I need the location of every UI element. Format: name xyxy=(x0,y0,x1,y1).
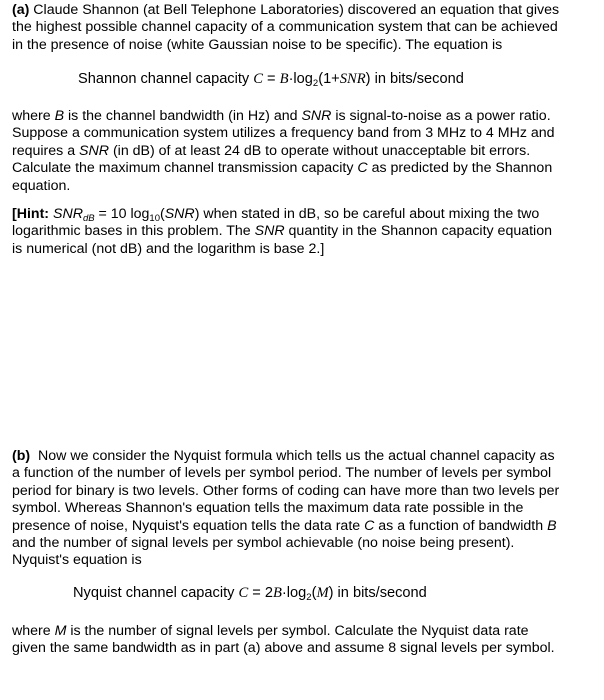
part-a-body xyxy=(12,108,602,195)
hint-line-3: is numerical (not dB) and the logarithm is base 2.] xyxy=(12,240,325,257)
nyquist-equation: Nyquist channel capacity $C = 2B\cdot\log_2(M)$ in bits/second xyxy=(73,585,427,603)
nyquist-equation-unit: in bits/second xyxy=(333,585,427,601)
part-a-intro-line-3: in the presence of noise (white Gaussian noise to be specific). The equation is xyxy=(12,36,503,53)
hint-label: [Hint: xyxy=(12,206,53,222)
part-a-intro-line-2: the highest possible channel capacity of a communication system that can be achieved xyxy=(12,19,558,36)
part-b-line-5: presence of noise, Nyquist's equation tells the data rate C as a function of bandwidth B xyxy=(12,517,557,534)
part-a-body-line-4: equation. xyxy=(12,177,71,194)
shannon-var-b: B xyxy=(279,71,289,87)
part-b-where xyxy=(12,623,602,658)
part-b-where-line-1: where M is the number of signal levels per symbol. Calculate the Nyquist data rate xyxy=(12,623,529,639)
part-a-label: (a) xyxy=(12,2,30,18)
part-b-line-3: period for binary is two levels. Other forms of coding can have more than two levels per xyxy=(12,482,560,499)
part-a-body-line-1: Suppose a communication system utilizes a frequency band from 3 MHz to 4 MHz and xyxy=(12,125,555,142)
shannon-equation: Shannon channel capacity $C = B\cdot\log_2(1+SNR)$ in bits/second xyxy=(78,71,464,89)
nyquist-var-b: B xyxy=(273,585,282,601)
hint-line-1: [Hint: $SNR_{dB} = 10$ $\log_{10}(SNR)$ when stated in dB, so be careful about mixing the two xyxy=(12,206,540,224)
part-a-body-line-3: Calculate the maximum channel transmission capacity C as predicted by the Shannon xyxy=(12,160,553,177)
part-b-label: (b) xyxy=(12,448,31,464)
part-a-body-line-2: requires a SNR (in dB) of at least 24 dB to operate without unacceptable bit errors. xyxy=(12,142,531,159)
part-b-line-6: and the number of signal levels per symbol achievable (no noise being present). xyxy=(12,535,515,552)
shannon-log-base: 2 xyxy=(312,78,319,89)
part-a-where-line: where B is the channel bandwidth (in Hz) and SNR is signal-to-noise as a power ratio. xyxy=(12,108,551,124)
shannon-equation-unit: in bits/second xyxy=(370,71,464,87)
hint-block xyxy=(12,206,602,258)
part-b-line-1: (b) Now we consider the Nyquist formula which tells us the actual channel capacity as xyxy=(12,448,555,464)
nyquist-var-c: C xyxy=(238,585,249,601)
part-b-where-line-2: given the same bandwidth as in part (a) above and assume 8 signal levels per symbol. xyxy=(12,640,555,657)
part-b-line-7: Nyquist's equation is xyxy=(12,552,142,569)
part-b-line-4: symbol. Whereas Shannon's equation tells the maximum data rate possible in the xyxy=(12,500,524,517)
nyquist-var-m: M xyxy=(316,585,329,601)
part-b-body xyxy=(12,448,602,570)
shannon-equation-prefix: Shannon channel capacity xyxy=(78,71,250,87)
nyquist-equation-prefix: Nyquist channel capacity xyxy=(73,585,235,601)
shannon-var-c: C xyxy=(253,71,263,87)
part-b-line-2: a function of the number of levels per symbol period. The number of levels per symbol xyxy=(12,465,552,482)
part-a-intro-line-1: (a) Claude Shannon (at Bell Telephone Laboratories) discovered an equation that gives xyxy=(12,2,560,18)
part-a-intro xyxy=(12,2,602,54)
hint-line-2: logarithmic bases in this problem. The SNR quantity in the Shannon capacity equation xyxy=(12,223,552,240)
shannon-var-snr: SNR xyxy=(339,71,366,87)
nyquist-log-base: 2 xyxy=(306,592,312,603)
